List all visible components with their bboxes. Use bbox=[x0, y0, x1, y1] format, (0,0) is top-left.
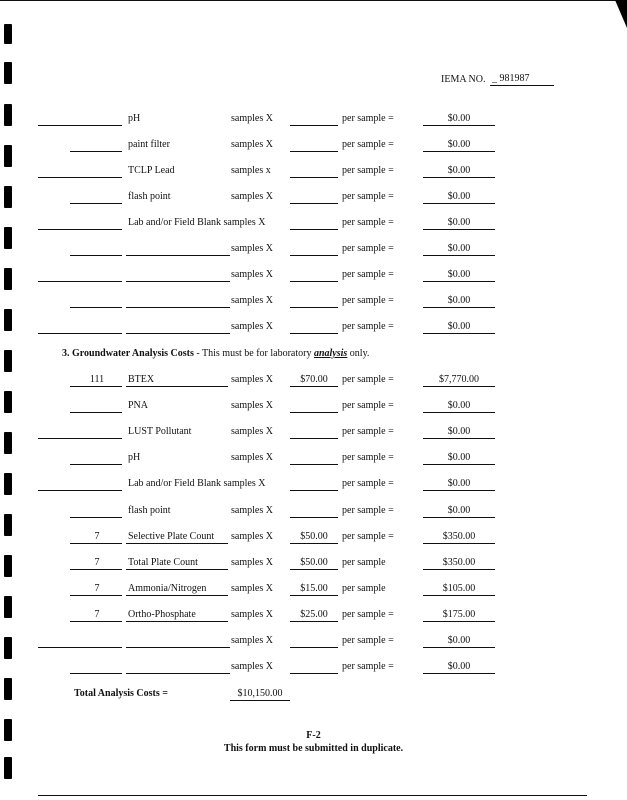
per-sample-label: per sample = bbox=[342, 400, 394, 412]
binder-mark bbox=[4, 678, 12, 700]
row-total-underline bbox=[423, 307, 495, 308]
section3-heading-text: - This must be for laboratory bbox=[193, 348, 314, 359]
per-sample-label: per sample = bbox=[342, 217, 394, 228]
top-edge-line bbox=[0, 0, 627, 1]
price-value: $25.00 bbox=[300, 608, 328, 620]
price-blank-line bbox=[290, 255, 338, 256]
row-total-underline bbox=[423, 569, 495, 570]
analyte-name: PNA bbox=[128, 400, 149, 412]
samples-x-label: samples X bbox=[231, 635, 273, 646]
quantity-value: 7 bbox=[94, 608, 100, 620]
row-total-underline bbox=[423, 386, 495, 387]
analyte-blank-line bbox=[126, 281, 230, 282]
price-blank-line bbox=[290, 125, 338, 126]
row-total: $0.00 bbox=[447, 295, 471, 306]
analyte-name: flash point bbox=[128, 191, 171, 202]
samples-x-label: samples X bbox=[231, 321, 273, 332]
samples-x-label: samples X bbox=[231, 295, 273, 306]
analyte-underline bbox=[126, 543, 228, 544]
per-sample-label: per sample bbox=[342, 556, 386, 568]
row-total: $0.00 bbox=[447, 635, 471, 646]
price-blank-line bbox=[290, 177, 338, 178]
analyte-name: Ortho-Phosphate bbox=[128, 608, 196, 620]
binder-mark bbox=[4, 757, 12, 779]
row-total: $0.00 bbox=[447, 426, 471, 438]
analyte-name: Lab and/or Field Blank samples X bbox=[128, 478, 266, 490]
price-blank-line bbox=[290, 281, 338, 282]
row-total: $0.00 bbox=[447, 504, 471, 516]
binder-mark bbox=[4, 227, 12, 249]
row-total-underline bbox=[423, 281, 495, 282]
quantity-blank-line bbox=[38, 333, 122, 334]
per-sample-label: per sample = bbox=[342, 113, 394, 124]
price-blank-line bbox=[290, 438, 338, 439]
row-total: $0.00 bbox=[447, 217, 471, 228]
row-total-underline bbox=[423, 647, 495, 648]
row-total: $0.00 bbox=[447, 661, 471, 673]
analyte-name: pH bbox=[128, 113, 141, 124]
analyte-blank-line bbox=[126, 647, 230, 648]
analyte-name: BTEX bbox=[128, 374, 155, 385]
per-sample-label: per sample = bbox=[342, 530, 394, 542]
quantity-blank-line bbox=[70, 517, 122, 518]
per-sample-label: per sample = bbox=[342, 269, 394, 280]
total-analysis-value: $10,150.00 bbox=[237, 688, 283, 699]
total-analysis-underline bbox=[230, 700, 290, 701]
binder-mark bbox=[4, 104, 12, 126]
row-total-underline bbox=[423, 125, 495, 126]
analyte-underline bbox=[126, 595, 228, 596]
row-total-underline bbox=[423, 490, 495, 491]
samples-x-label: samples X bbox=[231, 556, 273, 568]
per-sample-label: per sample = bbox=[342, 635, 394, 646]
samples-x-label: samples X bbox=[231, 374, 273, 385]
quantity-blank-line bbox=[70, 595, 122, 596]
analyte-blank-line bbox=[126, 673, 230, 674]
row-total: $0.00 bbox=[447, 165, 471, 176]
duplicate-note: This form must be submitted in duplicate. bbox=[223, 743, 404, 754]
price-blank-line bbox=[290, 490, 338, 491]
quantity-blank-line bbox=[70, 621, 122, 622]
samples-x-label: samples X bbox=[231, 452, 273, 464]
price-blank-line bbox=[290, 386, 338, 387]
per-sample-label: per sample = bbox=[342, 608, 394, 620]
analyte-name: Total Plate Count bbox=[128, 556, 198, 568]
quantity-blank-line bbox=[70, 543, 122, 544]
scan-corner-mark bbox=[615, 0, 627, 28]
analyte-name: TCLP Lead bbox=[128, 165, 175, 176]
quantity-value: 7 bbox=[94, 556, 100, 568]
row-total: $175.00 bbox=[442, 608, 476, 620]
row-total: $0.00 bbox=[447, 113, 471, 124]
samples-x-label: samples X bbox=[231, 243, 273, 254]
price-blank-line bbox=[290, 151, 338, 152]
binder-mark bbox=[4, 145, 12, 167]
quantity-blank-line bbox=[38, 281, 122, 282]
price-value: $15.00 bbox=[300, 582, 328, 594]
section3-heading-emphasis: analysis bbox=[313, 348, 348, 359]
price-blank-line bbox=[290, 203, 338, 204]
row-total-underline bbox=[423, 203, 495, 204]
binder-mark bbox=[4, 432, 12, 454]
row-total-underline bbox=[423, 543, 495, 544]
quantity-value: 111 bbox=[89, 374, 105, 385]
price-blank-line bbox=[290, 647, 338, 648]
quantity-blank-line bbox=[38, 177, 122, 178]
analyte-blank-line bbox=[126, 333, 230, 334]
per-sample-label: per sample = bbox=[342, 661, 394, 673]
row-total-underline bbox=[423, 595, 495, 596]
analyte-blank-line bbox=[126, 307, 230, 308]
price-blank-line bbox=[290, 229, 338, 230]
per-sample-label: per sample = bbox=[342, 191, 394, 202]
binder-mark bbox=[4, 391, 12, 413]
quantity-blank-line bbox=[70, 386, 122, 387]
quantity-blank-line bbox=[38, 490, 122, 491]
per-sample-label: per sample = bbox=[342, 139, 394, 150]
row-total-underline bbox=[423, 177, 495, 178]
price-blank-line bbox=[290, 595, 338, 596]
quantity-blank-line bbox=[38, 125, 122, 126]
analyte-name: Ammonia/Nitrogen bbox=[128, 582, 207, 594]
row-total-underline bbox=[423, 464, 495, 465]
quantity-blank-line bbox=[70, 569, 122, 570]
binder-mark bbox=[4, 186, 12, 208]
price-blank-line bbox=[290, 569, 338, 570]
analyte-name: flash point bbox=[128, 504, 171, 516]
quantity-blank-line bbox=[70, 151, 122, 152]
iema-label: IEMA NO. bbox=[441, 74, 486, 85]
per-sample-label: per sample = bbox=[342, 165, 394, 176]
price-blank-line bbox=[290, 543, 338, 544]
row-total-underline bbox=[423, 229, 495, 230]
row-total-underline bbox=[423, 621, 495, 622]
quantity-blank-line bbox=[70, 255, 122, 256]
samples-x-label: samples X bbox=[231, 426, 273, 438]
quantity-blank-line bbox=[70, 203, 122, 204]
row-total-underline bbox=[423, 151, 495, 152]
quantity-blank-line bbox=[70, 307, 122, 308]
per-sample-label: per sample = bbox=[342, 295, 394, 306]
binder-mark bbox=[4, 350, 12, 372]
price-blank-line bbox=[290, 517, 338, 518]
row-total: $105.00 bbox=[442, 582, 476, 594]
row-total-underline bbox=[423, 673, 495, 674]
analyte-blank-line bbox=[126, 255, 230, 256]
binder-mark bbox=[4, 473, 12, 495]
section3-heading-end: only. bbox=[347, 348, 370, 359]
price-value: $50.00 bbox=[300, 556, 328, 568]
quantity-blank-line bbox=[70, 412, 122, 413]
binder-mark bbox=[4, 596, 12, 618]
samples-x-label: samples x bbox=[231, 165, 271, 176]
analyte-name: LUST Pollutant bbox=[128, 426, 192, 438]
quantity-value: 7 bbox=[94, 582, 100, 594]
row-total: $0.00 bbox=[447, 400, 471, 412]
per-sample-label: per sample = bbox=[342, 243, 394, 254]
row-total: $350.00 bbox=[442, 530, 476, 542]
per-sample-label: per sample bbox=[342, 582, 386, 594]
row-total: $0.00 bbox=[447, 139, 471, 150]
section3-heading bbox=[62, 348, 369, 359]
per-sample-label: per sample = bbox=[342, 426, 394, 438]
samples-x-label: samples X bbox=[231, 661, 273, 673]
row-total: $350.00 bbox=[442, 556, 476, 568]
analyte-underline bbox=[126, 386, 228, 387]
per-sample-label: per sample = bbox=[342, 374, 394, 385]
bottom-rule bbox=[38, 795, 587, 796]
page-number: F-2 bbox=[306, 730, 321, 741]
per-sample-label: per sample = bbox=[342, 452, 394, 464]
samples-x-label: samples X bbox=[231, 113, 273, 124]
per-sample-label: per sample = bbox=[342, 504, 394, 516]
price-blank-line bbox=[290, 307, 338, 308]
binder-mark bbox=[4, 637, 12, 659]
price-blank-line bbox=[290, 673, 338, 674]
samples-x-label: samples X bbox=[231, 530, 273, 542]
row-total-underline bbox=[423, 438, 495, 439]
iema-underline bbox=[490, 85, 554, 86]
row-total: $0.00 bbox=[447, 191, 471, 202]
analyte-name: paint filter bbox=[128, 139, 170, 150]
quantity-blank-line bbox=[38, 438, 122, 439]
quantity-blank-line bbox=[70, 673, 122, 674]
binder-mark bbox=[4, 309, 12, 331]
price-blank-line bbox=[290, 464, 338, 465]
analyte-name: pH bbox=[128, 452, 141, 464]
binder-mark bbox=[4, 24, 12, 44]
binder-mark bbox=[4, 555, 12, 577]
price-value: $50.00 bbox=[300, 530, 328, 542]
quantity-value: 7 bbox=[94, 530, 100, 542]
row-total: $0.00 bbox=[447, 452, 471, 464]
row-total-underline bbox=[423, 412, 495, 413]
total-analysis-label: Total Analysis Costs = bbox=[74, 688, 168, 699]
analyte-name: Lab and/or Field Blank samples X bbox=[128, 217, 266, 228]
samples-x-label: samples X bbox=[231, 191, 273, 202]
binder-mark bbox=[4, 268, 12, 290]
binder-mark bbox=[4, 62, 12, 84]
row-total-underline bbox=[423, 255, 495, 256]
binder-mark bbox=[4, 514, 12, 536]
analyte-underline bbox=[126, 621, 228, 622]
per-sample-label: per sample = bbox=[342, 321, 394, 332]
samples-x-label: samples X bbox=[231, 608, 273, 620]
quantity-blank-line bbox=[38, 647, 122, 648]
analyte-underline bbox=[126, 569, 228, 570]
price-blank-line bbox=[290, 621, 338, 622]
per-sample-label: per sample = bbox=[342, 478, 394, 490]
row-total: $0.00 bbox=[447, 478, 471, 490]
quantity-blank-line bbox=[38, 229, 122, 230]
samples-x-label: samples X bbox=[231, 504, 273, 516]
analyte-name: Selective Plate Count bbox=[128, 530, 215, 542]
samples-x-label: samples X bbox=[231, 582, 273, 594]
iema-number: _ 981987 bbox=[492, 73, 530, 84]
quantity-blank-line bbox=[70, 464, 122, 465]
samples-x-label: samples X bbox=[231, 139, 273, 150]
row-total: $0.00 bbox=[447, 243, 471, 254]
row-total-underline bbox=[423, 517, 495, 518]
row-total-underline bbox=[423, 333, 495, 334]
price-value: $70.00 bbox=[300, 374, 328, 385]
samples-x-label: samples X bbox=[231, 400, 273, 412]
row-total: $0.00 bbox=[447, 269, 471, 280]
section3-heading-title: 3. Groundwater Analysis Costs bbox=[62, 348, 194, 359]
row-total: $7,770.00 bbox=[439, 374, 479, 385]
row-total: $0.00 bbox=[447, 321, 471, 332]
price-blank-line bbox=[290, 333, 338, 334]
price-blank-line bbox=[290, 412, 338, 413]
samples-x-label: samples X bbox=[231, 269, 273, 280]
